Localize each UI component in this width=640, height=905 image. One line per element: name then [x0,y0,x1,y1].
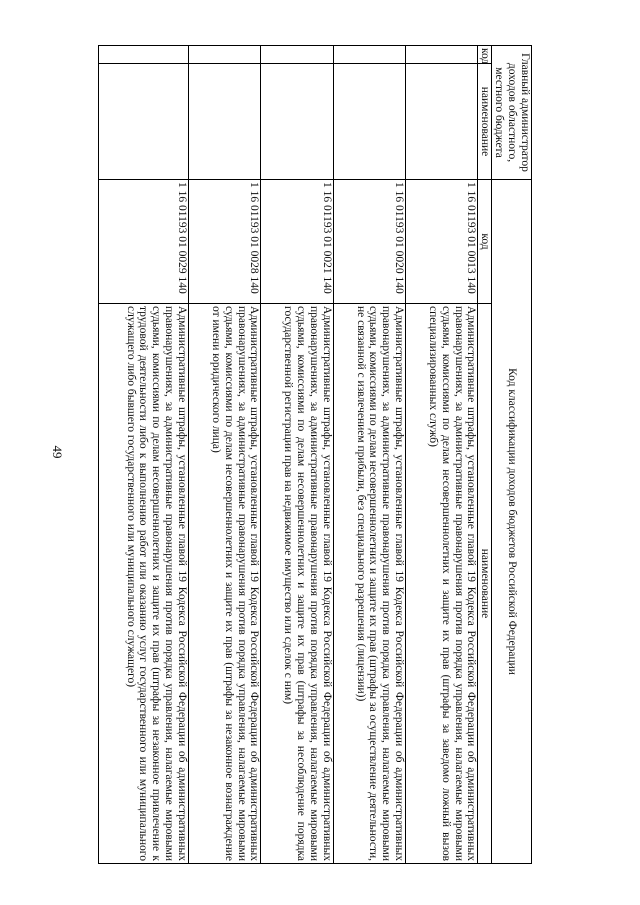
description-cell: Административные штрафы, установленные главой 19 Кодекса Российской Федерации об административных правонарушениях, за административные правонарушения против порядка управления, налагаемые мировыми судьями, комиссиями по делам несовершеннолетних и защите их прав (штрафы за незаконное вознаграждение от имени юридического лица) [189,304,261,864]
admin-code-cell [99,46,189,64]
code-cell: 1 16 01193 01 0021 140 [261,180,333,304]
code-cell: 1 16 01193 01 0028 140 [189,180,261,304]
admin-name-cell [333,64,405,180]
description-cell: Административные штрафы, установленные главой 19 Кодекса Российской Федерации об административных правонарушениях, за административные правонарушения против порядка управления, налагаемые мировыми судьями, комиссиями по делам несовершеннолетних и защите их прав (штрафы за заведомо ложный вызов специализированных служб) [406,304,478,864]
admin-code-cell [189,46,261,64]
description-cell: Административные штрафы, установленные главой 19 Кодекса Российской Федерации об административных правонарушениях, за административные правонарушения против порядка управления, налагаемые мировыми судьями, комиссиями по делам несовершеннолетних и защите их прав (штрафы за осуществление деятельности, не связанной с извлечением прибыли, без специального разрешения (лицензии)) [333,304,405,864]
description-cell: Административные штрафы, установленные главой 19 Кодекса Российской Федерации об административных правонарушениях, за административные правонарушения против порядка управления, налагаемые мировыми судьями, комиссиями по делам несовершеннолетних и защите их прав (штрафы за незаконное привлечение к трудовой деятельности либо к выполнению работ или оказанию услуг государственного или муниципального служащего либо бывшего государственного или муниципального служащего) [99,304,189,864]
rotated-table-container [98,45,532,864]
admin-name-cell [189,64,261,180]
admin-name-cell [99,64,189,180]
header-name: наименование [478,304,492,864]
admin-name-cell [261,64,333,180]
table-row [189,46,261,864]
admin-code-cell [406,46,478,64]
table-row [333,46,405,864]
header-code: код [478,180,492,304]
description-cell: Административные штрафы, установленные главой 19 Кодекса Российской Федерации об административных правонарушениях, за административные правонарушения против порядка управления, налагаемые мировыми судьями, комиссиями по делам несовершеннолетних и защите их прав (штрафы за несоблюдение порядка государственной регистрации прав на недвижимое имущество или сделок с ним) [261,304,333,864]
admin-code-cell [333,46,405,64]
code-cell: 1 16 01193 01 0013 140 [406,180,478,304]
revenue-classification-table [98,45,532,864]
header-classification-group: Код классификации доходов бюджетов Российской Федерации [492,180,532,864]
header-admin-code: код [478,46,492,64]
table-row [99,46,189,864]
code-cell: 1 16 01193 01 0029 140 [99,180,189,304]
header-admin-group: Главный администратор доходов областного, местного бюджета [492,46,532,180]
table-row [406,46,478,864]
header-admin-name: наименование [478,64,492,180]
admin-name-cell [406,64,478,180]
code-cell: 1 16 01193 01 0020 140 [333,180,405,304]
page-number: 49 [50,445,65,459]
table-row [261,46,333,864]
admin-code-cell [261,46,333,64]
